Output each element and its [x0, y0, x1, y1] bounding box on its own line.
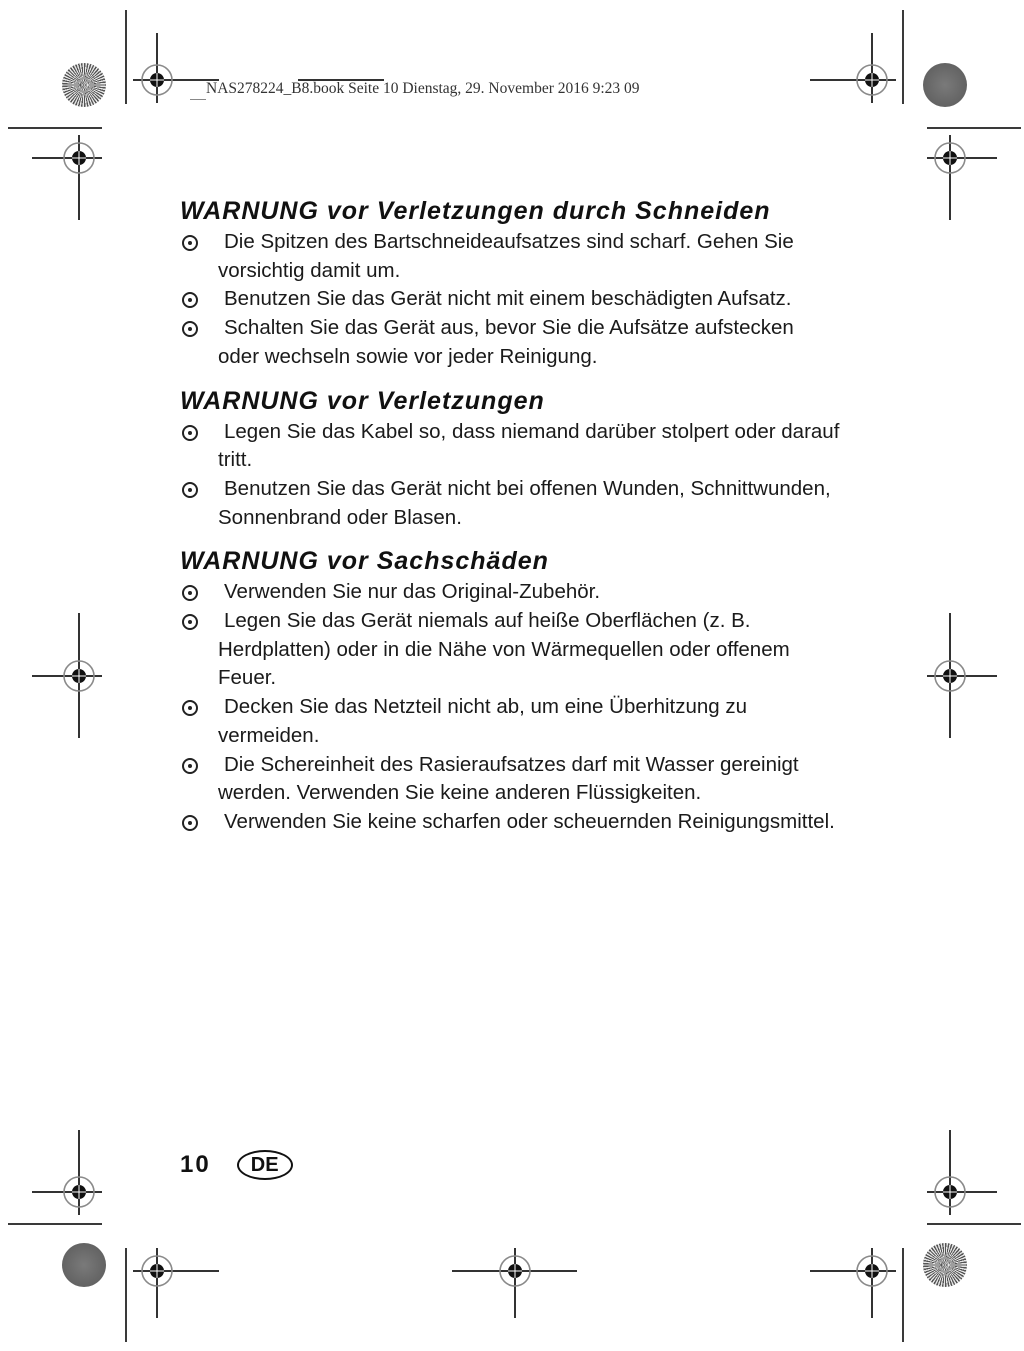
circled-dot-icon	[182, 585, 198, 601]
list-item: Verwenden Sie keine scharfen oder scheuernden Reinigungsmittel.	[180, 808, 840, 837]
slug-underline	[190, 99, 206, 100]
warning-list	[180, 578, 840, 836]
language-badge: DE	[237, 1150, 293, 1180]
print-slug-line: NAS278224_B8.book Seite 10 Dienstag, 29. November 2016 9:23 09	[206, 80, 640, 97]
list-item: Schalten Sie das Gerät aus, bevor Sie die Aufsätze aufstecken oder wechseln sowie vor jeder Reinigung.	[180, 314, 840, 371]
list-item: Benutzen Sie das Gerät nicht bei offenen Wunden, Schnittwunden, Sonnenbrand oder Blasen.	[180, 475, 840, 532]
list-item: Benutzen Sie das Gerät nicht mit einem beschädigten Aufsatz.	[180, 285, 840, 314]
list-item: Die Spitzen des Bartschneideaufsatzes sind scharf. Gehen Sie vorsichtig damit um.	[180, 228, 840, 285]
warning-section-injury	[180, 386, 840, 533]
warning-list	[180, 228, 840, 372]
circled-dot-icon	[182, 700, 198, 716]
circled-dot-icon	[182, 815, 198, 831]
list-item: Legen Sie das Gerät niemals auf heiße Oberflächen (z. B. Herdplatten) oder in die Nähe von Wärmequellen oder offenem Feuer.	[180, 607, 840, 693]
circled-dot-icon	[182, 614, 198, 630]
warning-list	[180, 418, 840, 533]
circled-dot-icon	[182, 425, 198, 441]
circled-dot-icon	[182, 758, 198, 774]
circled-dot-icon	[182, 321, 198, 337]
warning-section-property-damage	[180, 546, 840, 836]
list-item: Verwenden Sie nur das Original-Zubehör.	[180, 578, 840, 607]
circled-dot-icon	[182, 235, 198, 251]
circled-dot-icon	[182, 482, 198, 498]
list-item: Decken Sie das Netzteil nicht ab, um eine Überhitzung zu vermeiden.	[180, 693, 840, 750]
page-footer	[180, 1150, 293, 1180]
warning-content	[180, 196, 840, 851]
warning-section-cutting	[180, 196, 840, 372]
list-item: Legen Sie das Kabel so, dass niemand darüber stolpert oder darauf tritt.	[180, 418, 840, 475]
section-heading: WARNUNG vor Verletzungen	[180, 386, 545, 415]
circled-dot-icon	[182, 292, 198, 308]
page-number: 10	[180, 1151, 211, 1178]
section-heading: WARNUNG vor Verletzungen durch Schneiden	[180, 197, 771, 225]
section-heading: WARNUNG vor Sachschäden	[180, 547, 549, 576]
list-item: Die Schereinheit des Rasieraufsatzes darf mit Wasser gereinigt werden. Verwenden Sie keine anderen Flüssigkeiten.	[180, 751, 840, 808]
